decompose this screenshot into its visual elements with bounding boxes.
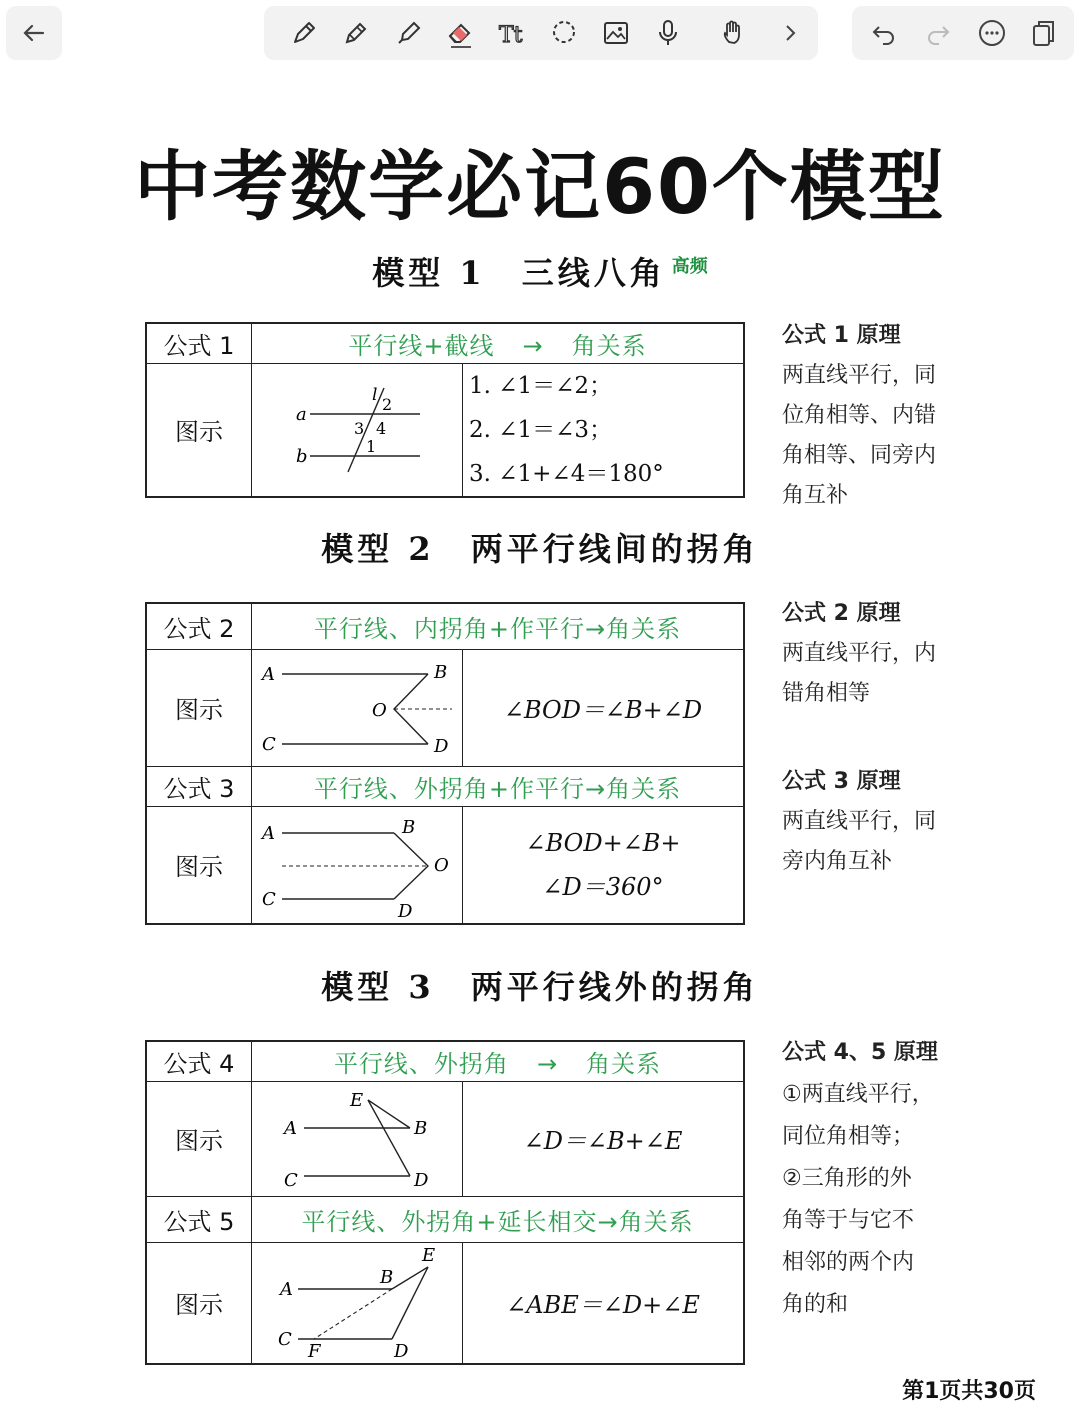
formula-2-3-table: [145, 602, 745, 925]
formula-4-result: ∠D＝∠B+∠E: [463, 1081, 745, 1196]
back-group: [6, 6, 62, 60]
undo-icon[interactable]: [864, 6, 904, 60]
formula-3-label: 公式 3: [146, 766, 252, 806]
model-2-title: 模型 2 两平行线间的拐角: [321, 530, 759, 568]
pages-icon[interactable]: [1024, 6, 1064, 60]
note-line: ②三角形的外: [782, 1166, 912, 1191]
point-b: B: [434, 661, 448, 683]
formula-4-arrow: →: [536, 1049, 559, 1078]
result-item: 3. ∠1+∠4＝180°: [469, 460, 664, 487]
formula-2-label: 公式 2: [146, 603, 252, 649]
actions-group: [852, 6, 1074, 60]
note-title: 公式 4、5 原理: [782, 1040, 938, 1065]
point-a: A: [262, 822, 275, 844]
note-title: 公式 1 原理: [782, 323, 901, 348]
note-title: 公式 3 原理: [782, 769, 901, 794]
formula-5-figure: [252, 1242, 463, 1364]
note-line: 错角相等: [782, 681, 871, 706]
document-page: [0, 64, 1080, 1419]
toolbar: [0, 0, 1080, 64]
formula-1-header: [252, 323, 745, 363]
formula-3-figure: [252, 806, 463, 924]
formula-5-fig-label: 图示: [146, 1242, 252, 1364]
pencil-icon[interactable]: [336, 6, 376, 60]
point-e: E: [350, 1089, 364, 1111]
model-1-title-text: 模型 1 三线八角: [372, 254, 666, 292]
point-e: E: [422, 1244, 436, 1266]
text-icon[interactable]: [492, 6, 532, 60]
redo-icon[interactable]: [918, 6, 958, 60]
formula-2-header: 平行线、内拐角+作平行→角关系: [252, 603, 745, 649]
formula-5-header: 平行线、外拐角+延长相交→角关系: [252, 1196, 745, 1242]
result-item: 1. ∠1＝∠2；: [469, 372, 613, 399]
angle-4-label: 4: [376, 418, 387, 438]
formula-1-label: 公式 1: [146, 323, 252, 363]
point-c: C: [262, 888, 276, 910]
label-l: l: [372, 384, 378, 405]
point-a: A: [262, 663, 275, 685]
point-b: B: [380, 1266, 394, 1288]
point-d: D: [414, 1169, 429, 1191]
note-line: 位角相等、内错: [782, 403, 937, 428]
formula-1-arrow: →: [522, 331, 544, 360]
formula-3-result-line-2: ∠D＝360°: [542, 872, 664, 901]
angle-3-label: 3: [354, 418, 365, 438]
point-b: B: [402, 816, 416, 838]
formula-1-fig-label: 图示: [146, 363, 252, 497]
note-line: 角等于与它不: [782, 1208, 915, 1233]
formula-2-fig-label: 图示: [146, 649, 252, 766]
note-line: 同位角相等；: [782, 1124, 915, 1149]
angle-1-label: 1: [366, 436, 377, 456]
point-c: C: [278, 1328, 292, 1350]
more-icon[interactable]: [972, 6, 1012, 60]
note-line: 角互补: [782, 483, 849, 508]
formula-1-header-right: 角关系: [571, 331, 647, 360]
note-title: 公式 2 原理: [782, 601, 901, 626]
page-counter: 第1页共30页: [902, 1379, 1036, 1404]
note-formula-4-5: [782, 1032, 972, 1326]
formula-5-result: ∠ABE＝∠D+∠E: [463, 1242, 745, 1364]
note-line: 角的和: [782, 1292, 849, 1317]
label-a: a: [296, 403, 307, 425]
note-line: 两直线平行，同: [782, 809, 937, 834]
formula-4-label: 公式 4: [146, 1041, 252, 1081]
angle-2-label: 2: [382, 394, 393, 414]
page-title: 中考数学必记60个模型: [134, 142, 946, 231]
pen-icon[interactable]: [284, 6, 324, 60]
formula-1-table: [145, 322, 745, 498]
point-a: A: [280, 1278, 293, 1300]
hand-icon[interactable]: [714, 6, 754, 60]
formula-4-header-right: 角关系: [586, 1049, 662, 1078]
lasso-icon[interactable]: [544, 6, 584, 60]
microphone-icon[interactable]: [648, 6, 688, 60]
formula-2-figure: [252, 649, 463, 766]
highlighter-icon[interactable]: [388, 6, 428, 60]
formula-4-header: [252, 1041, 745, 1081]
point-d: D: [434, 735, 449, 757]
formula-4-5-table: [145, 1040, 745, 1365]
formula-5-label: 公式 5: [146, 1196, 252, 1242]
formula-4-fig-label: 图示: [146, 1081, 252, 1196]
formula-2-result: ∠BOD＝∠B+∠D: [463, 649, 745, 766]
note-formula-2: [782, 594, 972, 714]
formula-1-header-left: 平行线+截线: [348, 331, 495, 360]
image-icon[interactable]: [596, 6, 636, 60]
formula-3-result-line-1: ∠BOD+∠B+: [525, 828, 681, 857]
result-item: 2. ∠1＝∠3；: [469, 416, 613, 443]
note-line: 旁内角互补: [782, 849, 893, 874]
note-line: 两直线平行，同: [782, 363, 937, 388]
formula-1-figure: [252, 363, 463, 497]
point-a: A: [284, 1117, 297, 1139]
point-o: O: [372, 699, 387, 721]
point-b: B: [414, 1117, 428, 1139]
back-arrow-icon[interactable]: [14, 6, 54, 60]
note-formula-1: [782, 316, 972, 516]
point-c: C: [262, 733, 276, 755]
note-formula-3: [782, 762, 972, 882]
point-d: D: [398, 900, 413, 922]
model-3-title: 模型 3 两平行线外的拐角: [321, 968, 759, 1006]
model-1-title: [0, 248, 1080, 294]
formula-3-result: [463, 806, 745, 924]
note-line: 角相等、同旁内: [782, 443, 937, 468]
frequency-badge: 高频: [671, 256, 708, 278]
note-line: 相邻的两个内: [782, 1250, 915, 1275]
eraser-icon[interactable]: [440, 6, 480, 60]
formula-3-header: 平行线、外拐角+作平行→角关系: [252, 766, 745, 806]
tools-group: [264, 6, 818, 60]
svg-text:Tt: Tt: [499, 23, 523, 48]
formula-3-fig-label: 图示: [146, 806, 252, 924]
point-o: O: [434, 854, 449, 876]
formula-1-results: [463, 363, 745, 497]
point-d: D: [394, 1340, 409, 1362]
formula-4-figure: [252, 1081, 463, 1196]
point-c: C: [284, 1169, 298, 1191]
point-f: F: [308, 1340, 321, 1362]
note-line: 两直线平行，内: [782, 641, 937, 666]
formula-4-header-left: 平行线、外拐角: [333, 1049, 509, 1078]
label-b: b: [296, 445, 308, 467]
note-line: ①两直线平行，: [782, 1082, 934, 1107]
chevron-right-icon[interactable]: [770, 6, 810, 60]
